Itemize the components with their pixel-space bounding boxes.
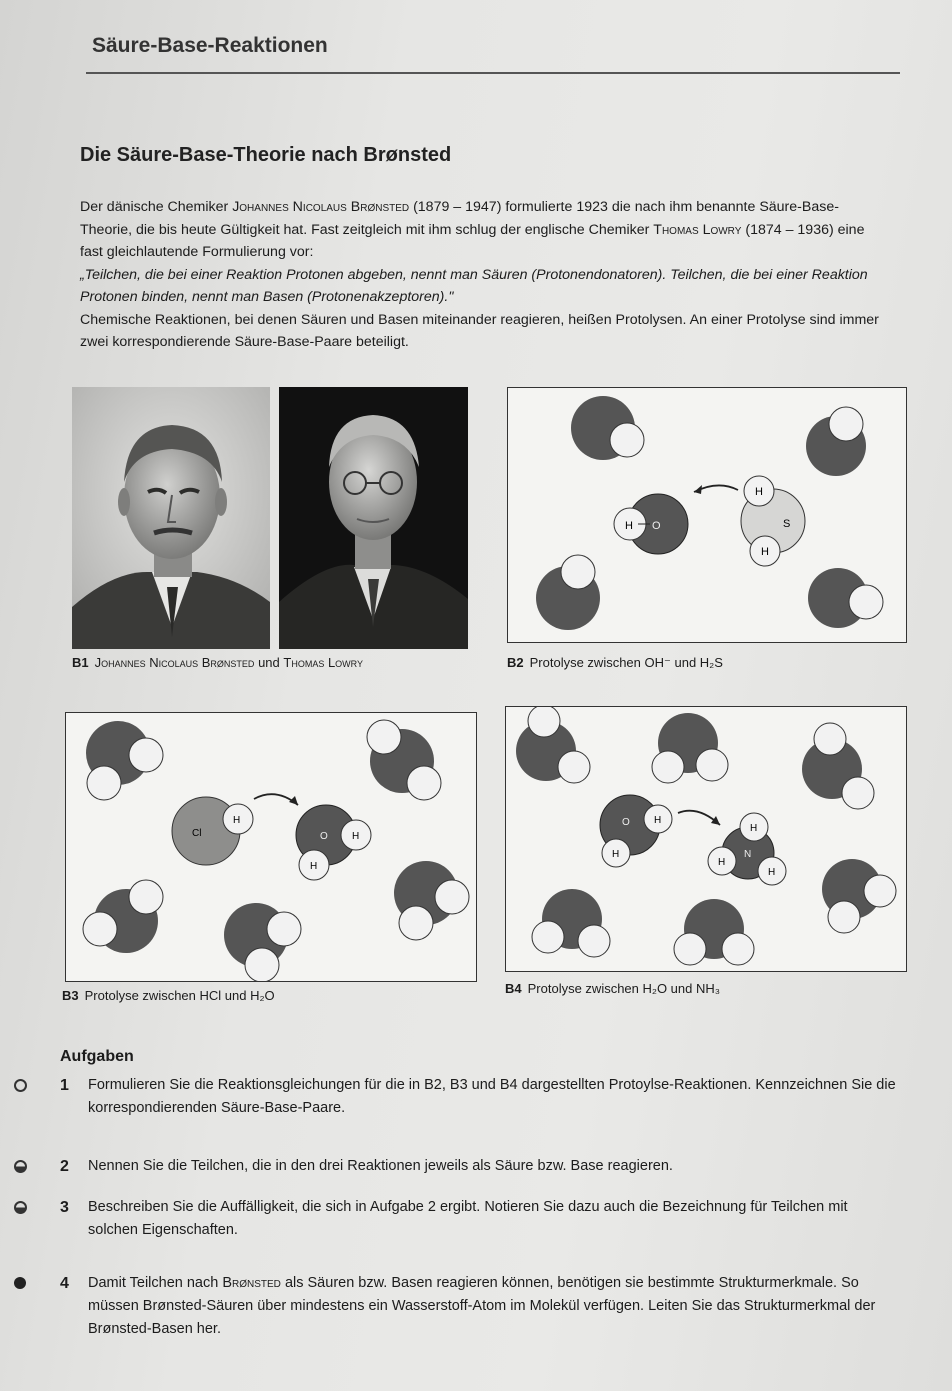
svg-text:H: H xyxy=(310,861,318,872)
portrait-lowry xyxy=(279,387,468,649)
svg-text:H: H xyxy=(233,815,241,826)
figure-b3-hcl-h2o xyxy=(65,712,477,982)
intro-paragraph-1: Der dänische Chemiker Johannes Nicolaus Brønsted (1879 – 1947) formulierte 1923 die nach ihm benannte Säure-Base-Theorie, die bis heute Gültigkeit hat. Fast zeitgleich mit ihm schlug der englische Chemiker Thomas Lowry (1874 – 1936) eine fast gleichlautende Formulierung vor: xyxy=(80,199,865,260)
hydrogen-chloride xyxy=(172,797,253,865)
hydrogen-sulfide xyxy=(741,476,805,566)
water-molecule xyxy=(296,805,371,880)
svg-text:H: H xyxy=(718,857,726,868)
svg-text:H: H xyxy=(768,867,776,878)
svg-text:S: S xyxy=(783,518,791,530)
tasks-heading: Aufgaben xyxy=(60,1048,134,1065)
water-molecule xyxy=(571,396,644,460)
water-molecule xyxy=(367,720,441,800)
caption-b3: B3 Protolyse zwischen HCl und H₂O xyxy=(62,988,275,1003)
hydroxide-ion xyxy=(614,494,688,554)
water-molecule xyxy=(224,903,301,981)
water-molecule xyxy=(83,880,163,953)
svg-text:H: H xyxy=(761,546,769,558)
definition-quote: „Teilchen, die bei einer Reaktion Protonen abgeben, nennt man Säuren (Protonendonatoren). Teilchen, die bei einer Reaktion Protonen binden, nennt man Basen (Protonenakzeptoren)." xyxy=(80,266,868,305)
svg-text:H: H xyxy=(352,831,360,842)
task-3: 3 Beschreiben Sie die Auffälligkeit, die sich in Aufgabe 2 ergibt. Notieren Sie dazu auch die Bezeichnung für Teilchen mit solchen Eigenschaften. xyxy=(60,1196,900,1242)
svg-text:H: H xyxy=(654,815,662,826)
figure-b2-oh-h2s xyxy=(507,387,907,643)
water-molecule xyxy=(536,555,600,630)
figure-b4-h2o-nh3 xyxy=(505,706,907,972)
svg-text:O: O xyxy=(652,520,661,532)
svg-text:H: H xyxy=(625,520,633,532)
task-2: 2 Nennen Sie die Teilchen, die in den drei Reaktionen jeweils als Säure bzw. Base reagieren. xyxy=(60,1155,900,1178)
section-title: Die Säure-Base-Theorie nach Brønsted xyxy=(80,144,452,166)
intro-paragraph-2: Chemische Reaktionen, bei denen Säuren und Basen miteinander reagieren, heißen Protolysen. An einer Protolyse sind immer zwei korrespondierende Säure-Base-Paare beteiligt. xyxy=(80,311,879,350)
difficulty-half-icon xyxy=(14,1201,27,1214)
intro-text xyxy=(80,196,885,354)
water-molecule xyxy=(652,713,728,783)
water-molecule xyxy=(808,568,883,628)
svg-text:H: H xyxy=(750,823,758,834)
svg-text:H: H xyxy=(755,486,763,498)
caption-b2: B2 Protolyse zwischen OH⁻ und H₂S xyxy=(507,655,723,670)
caption-b1: B1 Johannes Nicolaus Brønsted und Thomas Lowry xyxy=(72,655,364,670)
chapter-title: Säure-Base-Reaktionen xyxy=(92,34,328,57)
difficulty-open-icon xyxy=(14,1079,27,1092)
portrait-bronsted xyxy=(72,387,270,649)
water-molecule xyxy=(394,861,469,940)
water-molecule xyxy=(802,723,874,809)
water-molecule xyxy=(86,721,163,800)
svg-text:Cl: Cl xyxy=(192,828,202,839)
svg-text:N: N xyxy=(744,849,752,860)
water-molecule xyxy=(516,707,590,783)
water-molecule xyxy=(674,899,754,965)
svg-text:H: H xyxy=(612,849,620,860)
header-rule xyxy=(86,72,900,74)
caption-b4: B4 Protolyse zwischen H₂O und NH₃ xyxy=(505,981,721,996)
difficulty-full-icon xyxy=(14,1277,26,1289)
task-4: 4 Damit Teilchen nach Brønsted als Säuren bzw. Basen reagieren können, benötigen sie bestimmte Strukturmerkmale. So müssen Brønsted-Säuren über mindestens ein Wasserstoff-Atom im Molekül verfügen. Leiten Sie das Strukturmerkmal der Brønsted-Basen her. xyxy=(60,1272,900,1341)
svg-text:O: O xyxy=(320,831,328,842)
water-molecule xyxy=(822,859,896,933)
water-molecule xyxy=(600,795,672,867)
task-1: 1 Formulieren Sie die Reaktionsgleichungen für die in B2, B3 und B4 dargestellten Protoylse-Reaktionen. Kennzeichnen Sie die korrespondierenden Säure-Base-Paare. xyxy=(60,1074,900,1120)
water-molecule xyxy=(532,889,610,957)
svg-text:O: O xyxy=(622,817,630,828)
difficulty-half-icon xyxy=(14,1160,27,1173)
water-molecule xyxy=(806,407,866,476)
